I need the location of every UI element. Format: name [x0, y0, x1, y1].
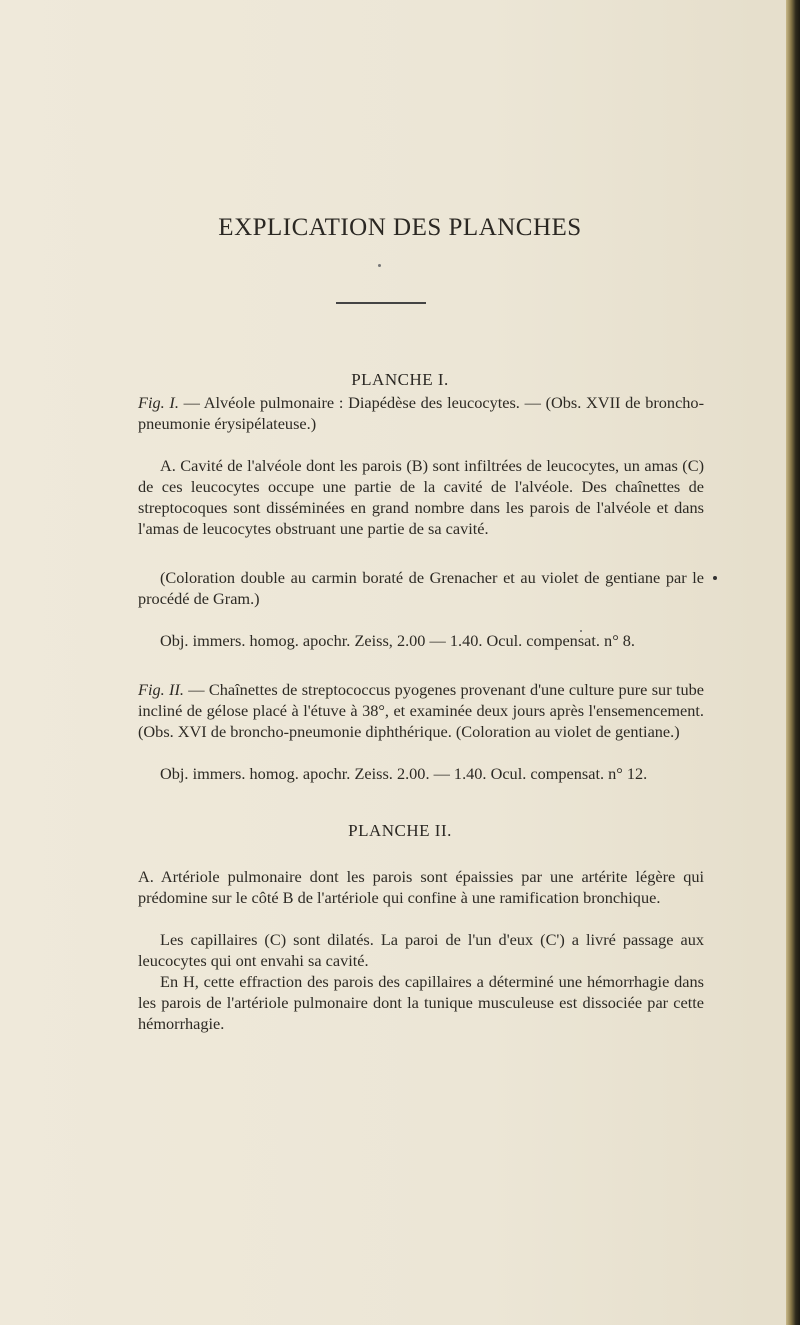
plate-1-fig-1-staining: (Coloration double au carmin boraté de Grenacher et au violet de gentiane par le procédé de Gram.): [138, 568, 704, 608]
plate-2-heading: PLANCHE II.: [348, 821, 452, 840]
ornament-dot: [378, 264, 381, 267]
plate-2-capillaries: Les capillaires (C) sont dilatés. La paroi de l'un d'eux (C') a livré passage aux leucocytes qui ont envahi sa cavité.: [138, 930, 704, 970]
plate-1-fig-2-intro: [138, 679, 704, 742]
fig-2-label: Fig. II.: [138, 680, 184, 699]
plate-2-arteriole: A. Artériole pulmonaire dont les parois sont épaissies par une artérite légère qui prédomine sur le côté B de l'artériole qui confine à une ramification bronchique.: [138, 867, 704, 907]
title-divider: [336, 302, 426, 304]
plate-1-fig-1-intro: [138, 392, 704, 434]
page-title: EXPLICATION DES PLANCHES: [218, 214, 582, 241]
plate-1-fig-2-objective: Obj. immers. homog. apochr. Zeiss. 2.00. — 1.40. Ocul. compensat. n° 12.: [160, 764, 648, 783]
margin-mark: [713, 576, 717, 580]
plate-1-heading: PLANCHE I.: [351, 370, 449, 389]
plate-1-fig-1-description: A. Cavité de l'alvéole dont les parois (B) sont infiltrées de leucocytes, un amas (C) de ces leucocytes occupe une partie de la cavité de l'alvéole. Des chaînettes de streptocoques sont disséminées en grand nombre dans les parois de l'alvéole et dans l'amas de leucocytes obstruant une partie de sa cavité.: [138, 456, 704, 538]
plate-2-hemorrhage: En H, cette effraction des parois des capillaires a déterminé une hémorrhagie dans les parois de l'artériole pulmonaire dont la tunique musculeuse est dissociée par cette hémorrhagie.: [138, 972, 704, 1033]
page-spine-edge: [786, 0, 800, 1325]
fig-2-intro-text: — Chaînettes de streptococcus pyogenes provenant d'une culture pure sur tube incliné de gélose placé à l'étuve à 38°, et examinée deux jours après l'ensemencement. (Obs. XVI de broncho-pneumonie diphthérique. (Coloration au violet de gentiane.): [138, 680, 704, 741]
plate-1-fig-1-objective: Obj. immers. homog. apochr. Zeiss, 2.00 — 1.40. Ocul. compensat. n° 8.: [160, 631, 635, 650]
fig-1-label: Fig. I.: [138, 393, 179, 412]
fig-1-intro-text: — Alvéole pulmonaire : Diapédèse des leucocytes. — (Obs. XVII de broncho-pneumonie érysipélateuse.): [138, 393, 704, 433]
